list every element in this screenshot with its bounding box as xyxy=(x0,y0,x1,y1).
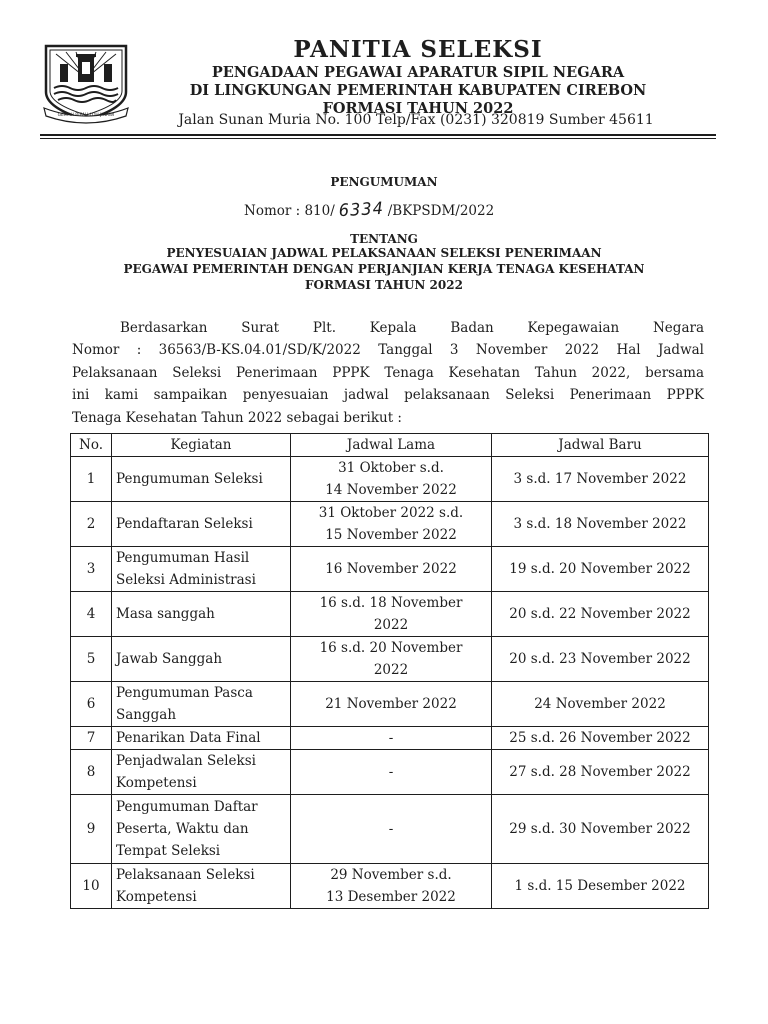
cell-kegiatan xyxy=(112,547,291,592)
header-kegiatan: Kegiatan xyxy=(112,434,291,457)
announcement-heading: PENGUMUMAN xyxy=(330,175,438,189)
cell-kegiatan xyxy=(112,457,291,502)
table-header-row xyxy=(71,434,709,457)
letterhead-rule-thin xyxy=(40,138,716,139)
cell-jadwal-baru: 20 s.d. 23 November 2022 xyxy=(492,637,709,682)
body-line-5: Tenaga Kesehatan Tahun 2022 sebagai berikut : xyxy=(72,409,402,426)
cell-no: 3 xyxy=(71,547,112,592)
cell-kegiatan xyxy=(112,637,291,682)
cell-jadwal-lama xyxy=(291,637,492,682)
cell-jadwal-lama xyxy=(291,457,492,502)
cell-no: 9 xyxy=(71,795,112,864)
cell-jadwal-baru: 3 s.d. 17 November 2022 xyxy=(492,457,709,502)
nomor-handwritten: 6334 xyxy=(338,198,385,222)
subject-line-2: PEGAWAI PEMERINTAH DENGAN PERJANJIAN KERJA TENAGA KESEHATAN xyxy=(123,262,645,276)
cell-kegiatan-line: Pengumuman Pasca xyxy=(116,685,253,701)
cell-no: 7 xyxy=(71,727,112,750)
table-row xyxy=(71,727,709,750)
tentang-heading: TENTANG xyxy=(350,232,418,246)
cell-jadwal-lama xyxy=(291,502,492,547)
cell-kegiatan-line: Penjadwalan Seleksi xyxy=(116,753,256,769)
header-no: No. xyxy=(71,434,112,457)
cell-jadwal-baru: 27 s.d. 28 November 2022 xyxy=(492,750,709,795)
letterhead-line-4: FORMASI TAHUN 2022 xyxy=(322,100,514,117)
cell-lama-line: 31 Oktober s.d. xyxy=(338,460,444,476)
cell-lama-line: 16 November 2022 xyxy=(325,561,457,577)
table-row xyxy=(71,864,709,909)
cell-lama-line: 29 November s.d. xyxy=(330,867,452,883)
cell-no: 6 xyxy=(71,682,112,727)
letterhead-rule-thick xyxy=(40,134,716,136)
cell-jadwal-baru: 29 s.d. 30 November 2022 xyxy=(492,795,709,864)
cell-kegiatan-line: Kompetensi xyxy=(116,889,197,905)
cell-jadwal-lama xyxy=(291,727,492,750)
body-line-4: ini kami sampaikan penyesuaian jadwal pelaksanaan Seleksi Penerimaan PPPK xyxy=(72,387,704,404)
table-row xyxy=(71,547,709,592)
cell-jadwal-baru: 25 s.d. 26 November 2022 xyxy=(492,727,709,750)
cell-kegiatan xyxy=(112,682,291,727)
table-row xyxy=(71,502,709,547)
cell-lama-line: 2022 xyxy=(373,662,409,678)
cell-lama-line: - xyxy=(388,730,394,746)
cell-kegiatan-line: Pengumuman Hasil xyxy=(116,550,250,566)
cell-jadwal-lama xyxy=(291,547,492,592)
cell-kegiatan-line: Pengumuman Daftar xyxy=(116,799,258,815)
cell-jadwal-lama xyxy=(291,592,492,637)
cell-lama-line: - xyxy=(388,821,394,837)
table-row xyxy=(71,637,709,682)
cell-no: 10 xyxy=(71,864,112,909)
cell-jadwal-lama xyxy=(291,795,492,864)
letterhead-address: Jalan Sunan Muria No. 100 Telp/Fax (0231) 320819 Sumber 45611 xyxy=(178,112,654,128)
cell-kegiatan-line: Peserta, Waktu dan xyxy=(116,821,249,837)
cell-jadwal-lama xyxy=(291,682,492,727)
header-jadwal-lama: Jadwal Lama xyxy=(291,434,492,457)
table-row xyxy=(71,750,709,795)
table-row xyxy=(71,795,709,864)
cell-kegiatan-line: Jawab Sanggah xyxy=(116,651,223,667)
cell-lama-line: - xyxy=(388,764,394,780)
cell-jadwal-lama xyxy=(291,864,492,909)
emblem-motto: GEMAH RIPAH LOH JINAWI xyxy=(57,113,115,118)
header-jadwal-baru: Jadwal Baru xyxy=(492,434,709,457)
cell-kegiatan xyxy=(112,864,291,909)
cell-no: 4 xyxy=(71,592,112,637)
subject-line-1: PENYESUAIAN JADWAL PELAKSANAAN SELEKSI PENERIMAAN xyxy=(166,246,602,260)
cell-kegiatan-line: Pengumuman Seleksi xyxy=(116,471,263,487)
cell-jadwal-baru: 24 November 2022 xyxy=(492,682,709,727)
letterhead-line-2: PENGADAAN PEGAWAI APARATUR SIPIL NEGARA xyxy=(211,64,625,81)
cell-lama-line: 21 November 2022 xyxy=(325,696,457,712)
cell-no: 1 xyxy=(71,457,112,502)
letterhead-title: PANITIA SELEKSI xyxy=(293,36,543,63)
cell-kegiatan xyxy=(112,750,291,795)
schedule-table xyxy=(70,433,709,909)
nomor-suffix: /BKPSDM/2022 xyxy=(387,203,495,219)
body-line-2: Nomor : 36563/B-KS.04.01/SD/K/2022 Tanggal 3 November 2022 Hal Jadwal xyxy=(72,342,704,359)
cell-lama-line: 16 s.d. 20 November xyxy=(319,640,463,656)
cell-jadwal-baru: 19 s.d. 20 November 2022 xyxy=(492,547,709,592)
table-row xyxy=(71,682,709,727)
cell-no: 5 xyxy=(71,637,112,682)
cell-lama-line: 13 Desember 2022 xyxy=(326,889,456,905)
cell-kegiatan-line: Tempat Seleksi xyxy=(116,843,221,859)
cell-kegiatan xyxy=(112,502,291,547)
cell-no: 8 xyxy=(71,750,112,795)
cell-kegiatan-line: Masa sanggah xyxy=(116,606,215,622)
cell-kegiatan xyxy=(112,592,291,637)
cell-kegiatan xyxy=(112,727,291,750)
nomor-prefix: Nomor : 810/ xyxy=(244,203,335,219)
cell-kegiatan-line: Sanggah xyxy=(116,707,177,723)
body-line-1: Berdasarkan Surat Plt. Kepala Badan Kepegawaian Negara xyxy=(120,320,704,336)
cell-kegiatan xyxy=(112,795,291,864)
cell-kegiatan-line: Pendaftaran Seleksi xyxy=(116,516,253,532)
table-row xyxy=(71,592,709,637)
letterhead-line-3: DI LINGKUNGAN PEMERINTAH KABUPATEN CIREBON xyxy=(189,82,647,99)
body-paragraph xyxy=(72,317,704,429)
kabupaten-cirebon-emblem xyxy=(40,42,132,124)
cell-kegiatan-line: Penarikan Data Final xyxy=(116,730,261,746)
cell-lama-line: 15 November 2022 xyxy=(325,527,457,543)
cell-lama-line: 31 Oktober 2022 s.d. xyxy=(318,505,464,521)
cell-no: 2 xyxy=(71,502,112,547)
cell-kegiatan-line: Seleksi Administrasi xyxy=(116,572,256,588)
subject-line-3: FORMASI TAHUN 2022 xyxy=(305,278,463,292)
body-line-3: Pelaksanaan Seleksi Penerimaan PPPK Tenaga Kesehatan Tahun 2022, bersama xyxy=(72,364,704,381)
cell-jadwal-baru: 3 s.d. 18 November 2022 xyxy=(492,502,709,547)
cell-lama-line: 14 November 2022 xyxy=(325,482,457,498)
cell-kegiatan-line: Kompetensi xyxy=(116,775,197,791)
announcement-number xyxy=(244,200,494,220)
cell-jadwal-lama xyxy=(291,750,492,795)
cell-lama-line: 16 s.d. 18 November xyxy=(319,595,463,611)
cell-jadwal-baru: 20 s.d. 22 November 2022 xyxy=(492,592,709,637)
cell-jadwal-baru: 1 s.d. 15 Desember 2022 xyxy=(492,864,709,909)
cell-lama-line: 2022 xyxy=(373,617,409,633)
table-row xyxy=(71,457,709,502)
cell-kegiatan-line: Pelaksanaan Seleksi xyxy=(116,867,255,883)
